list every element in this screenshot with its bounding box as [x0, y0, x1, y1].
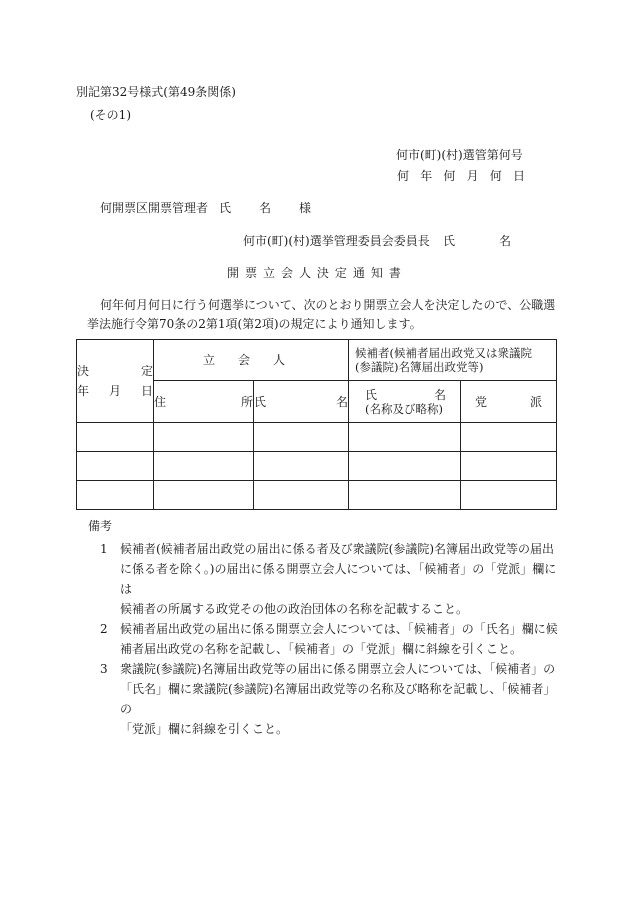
- addressee-office: 何開票区開票管理者: [100, 201, 209, 215]
- table-cell[interactable]: [461, 481, 557, 510]
- body-line-2: 挙法施行令第70条の2第1項(第2項)の規定により通知します。: [87, 317, 422, 331]
- name-header-char: 氏: [254, 394, 267, 409]
- candidate-header: [349, 340, 557, 381]
- note-line: 候補者の所属する政党その他の政治団体の名称を記載すること。: [120, 602, 469, 616]
- witness-header: [154, 340, 349, 381]
- sender-name: [443, 233, 511, 249]
- note-number: 2: [100, 622, 108, 636]
- table-cell[interactable]: [154, 452, 254, 481]
- table-header-row: [77, 340, 557, 381]
- title-char: 決: [316, 266, 329, 280]
- table-row: [77, 452, 557, 481]
- title-char: 知: [370, 266, 383, 280]
- addressee-name-part: 名: [258, 201, 271, 215]
- address-header-char: 住: [154, 394, 167, 409]
- title-char: 定: [334, 266, 347, 280]
- date-part: 月: [466, 169, 479, 183]
- table-cell[interactable]: [154, 481, 254, 510]
- title-char: 立: [262, 266, 275, 280]
- table-cell[interactable]: [349, 423, 461, 452]
- name-header-char: 名: [335, 394, 348, 409]
- body-line-1: 何年何月何日に行う何選挙について、次のとおり開票立会人を決定したので、公職選: [100, 298, 556, 312]
- address-header: [154, 381, 254, 423]
- decision-date-char: 日: [140, 384, 153, 398]
- sender-name-part: 氏: [443, 234, 456, 248]
- note-line: 「党派」欄に斜線を引くこと。: [120, 722, 289, 736]
- title-char: 人: [298, 266, 311, 280]
- decision-date-header: [77, 340, 154, 423]
- note-line: 候補者届出政党の届出に係る開票立会人については、「候補者」の「氏名」欄に候: [120, 622, 558, 636]
- witness-header-char: 人: [272, 353, 285, 367]
- date-part: 何: [397, 169, 410, 183]
- note-number: 1: [100, 542, 108, 556]
- note-line: 「氏名」欄に衆議院(参議院)名簿届出政党等の名称及び略称を記載し、「候補者」の: [120, 682, 556, 716]
- candidate-header-line: 候補者(候補者届出政党又は衆議院: [355, 346, 532, 360]
- table-cell[interactable]: [461, 423, 557, 452]
- party-header: [461, 381, 557, 423]
- note-number: 3: [100, 662, 108, 676]
- party-header-char: 派: [529, 394, 542, 409]
- witness-header-char: 会: [237, 353, 250, 367]
- note-line: 衆議院(参議院)名簿届出政党等の届出に係る開票立会人については、「候補者」の: [120, 662, 556, 676]
- title-char: 書: [388, 266, 401, 280]
- date-part: 日: [512, 169, 525, 183]
- table-row: [77, 481, 557, 510]
- decision-date-char: 定: [140, 364, 153, 378]
- document-date: [397, 168, 525, 184]
- title-char: 開: [227, 266, 240, 280]
- witness-table: [76, 339, 557, 510]
- decision-date-char: 月: [108, 384, 121, 398]
- addressee-name-part: 様: [298, 201, 311, 215]
- form-part: (その1): [90, 108, 131, 122]
- candidate-name-header: [349, 381, 461, 423]
- table-cell[interactable]: [254, 423, 349, 452]
- document-title: [227, 265, 401, 281]
- decision-date-char: 決: [77, 364, 90, 378]
- form-title: 別記第32号様式(第49条関係): [76, 85, 236, 99]
- sender-name-part: 名: [498, 234, 511, 248]
- candidate-name-char: 氏: [365, 387, 378, 402]
- note-item: [92, 659, 562, 739]
- addressee-name-part: 氏: [219, 201, 232, 215]
- candidate-name-note: (名称及び略称): [365, 401, 443, 416]
- witness-header-char: 立: [203, 353, 216, 367]
- party-header-char: 党: [475, 394, 488, 409]
- table-cell[interactable]: [77, 423, 154, 452]
- table-cell[interactable]: [154, 423, 254, 452]
- note-item: [92, 619, 562, 659]
- sender-title: 何市(町)(村)選挙管理委員会委員長: [243, 234, 430, 248]
- note-line: に係る者を除く。)の届出に係る開票立会人については、「候補者」の「党派」欄には: [120, 562, 557, 596]
- notes-section: [88, 518, 562, 739]
- addressee-name: [219, 200, 311, 216]
- candidate-name-char: 名: [433, 387, 446, 402]
- address-header-char: 所: [240, 394, 253, 409]
- date-part: 何: [489, 169, 502, 183]
- name-header: [254, 381, 349, 423]
- date-part: 年: [420, 169, 433, 183]
- title-char: 票: [244, 266, 257, 280]
- table-row: [77, 423, 557, 452]
- table-cell[interactable]: [461, 452, 557, 481]
- note-item: [92, 539, 562, 619]
- title-char: 会: [280, 266, 293, 280]
- table-cell[interactable]: [349, 481, 461, 510]
- note-line: 候補者(候補者届出政党の届出に係る者及び衆議院(参議院)名簿届出政党等の届出: [120, 542, 555, 556]
- note-line: 補者届出政党の名称を記載し、「候補者」の「党派」欄に斜線を引くこと。: [120, 642, 523, 656]
- table-cell[interactable]: [254, 452, 349, 481]
- table-cell[interactable]: [349, 452, 461, 481]
- document-number: 何市(町)(村)選管第何号: [396, 148, 523, 162]
- table-cell[interactable]: [254, 481, 349, 510]
- decision-date-char: 年: [77, 384, 90, 398]
- table-cell[interactable]: [77, 452, 154, 481]
- candidate-header-line: (参議院)名簿届出政党等): [355, 360, 484, 374]
- title-char: 通: [352, 266, 365, 280]
- table-cell[interactable]: [77, 481, 154, 510]
- notes-title: 備考: [88, 519, 113, 533]
- date-part: 何: [443, 169, 456, 183]
